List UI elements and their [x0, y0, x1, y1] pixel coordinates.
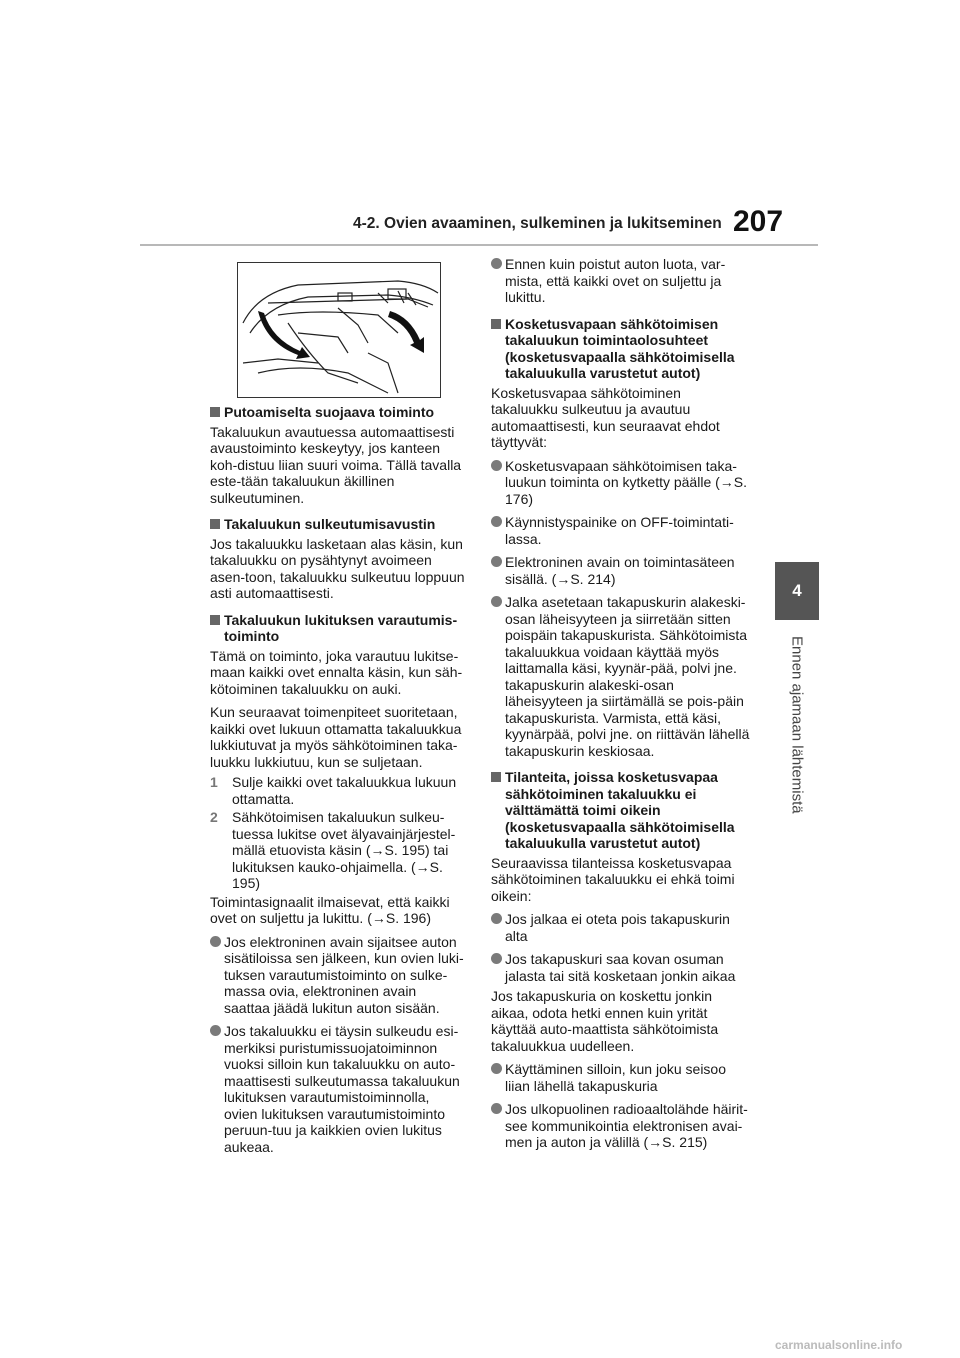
page-number: 207 — [733, 205, 784, 238]
square-bullet-icon — [491, 319, 501, 329]
paragraph: Tämä on toiminto, joka varautuu lukitse-maan kaikki ovet ennalta käsin, kun säh-kötoiminen takaluukku on auki. — [210, 647, 463, 697]
tailgate-icon — [238, 263, 441, 398]
bullet-item: Jos ulkopuolinen radioaaltolähde häirit-see kommunikointia elektronisen avai-men ja auton ja välillä (→S. 215) — [491, 1101, 751, 1151]
chapter-title: Ennen ajamaan lähtemistä — [788, 636, 806, 814]
paragraph: Kosketusvapaa sähkötoiminen takaluukku sulkeutuu ja avautuu automaattisesti, kun seuraavat ehdot täyttyvät: — [491, 384, 720, 450]
circle-bullet-icon — [210, 1025, 221, 1036]
square-bullet-icon — [210, 407, 220, 417]
right-column — [491, 256, 751, 1155]
left-column — [210, 404, 465, 1159]
circle-bullet-icon — [491, 1103, 502, 1114]
paragraph: Jos takaluukku lasketaan alas käsin, kun takaluukku on pysähtynyt avoimeen asen-toon, takaluukku sulkeutuu loppuun asti automaattisesti. — [210, 535, 465, 601]
bullet-item: Jos jalkaa ei oteta pois takapuskurin alta — [491, 911, 751, 944]
circle-bullet-icon — [491, 556, 502, 567]
bullet-item: Kosketusvapaan sähkötoimisen taka-luukun toiminta on kytketty päälle (→S. 176) — [491, 458, 751, 508]
paragraph: Seuraavissa tilanteissa kosketusvapaa sähkötoiminen takaluukku ei ehkä toimi oikein: — [491, 854, 735, 904]
circle-bullet-icon — [491, 1063, 502, 1074]
circle-bullet-icon — [491, 516, 502, 527]
bullet-item: Jos takapuskuri saa kovan osuman jalasta tai sitä kosketaan jonkin aikaa — [491, 951, 751, 984]
tailgate-closing-illustration — [237, 262, 441, 398]
circle-bullet-icon — [210, 936, 221, 947]
bullet-item: Käyttäminen silloin, kun joku seisoo liian lähellä takapuskuria — [491, 1061, 751, 1094]
step-number: 1 — [210, 774, 218, 790]
square-bullet-icon — [210, 615, 220, 625]
bullet-item: Jos takaluukku ei täysin sulkeudu esi-merkiksi puristumissuojatoiminnon vuoksi silloin kun takaluukku on auto-maattisesti sulkeutumassa takaluukun lukituksen varautumistoiminnolla, ovien lukituksen varautumistoiminto peruun-tuu ja kaikkien ovien lukitus aukeaa. — [210, 1023, 465, 1155]
circle-bullet-icon — [491, 953, 502, 964]
chapter-title-vertical — [775, 632, 819, 818]
square-bullet-icon — [491, 772, 501, 782]
chapter-number: 4 — [792, 581, 802, 600]
square-bullet-icon — [210, 519, 220, 529]
section-title: 4-2. Ovien avaaminen, sulkeminen ja lukitseminen — [353, 215, 722, 232]
heading-handsfree-issues: Tilanteita, joissa kosketusvapaa sähkötoiminen takaluukku ei välttämättä toimi oikein (kosketusvapaalla sähkötoimisella takaluukulla varustetut autot) — [491, 769, 751, 852]
step-number: 2 — [210, 809, 218, 825]
bullet-item: Käynnistyspainike on OFF-toimintati-lassa. — [491, 514, 751, 547]
heading-closing-assist: Takaluukun sulkeutumisavustin — [210, 516, 465, 533]
circle-bullet-icon — [491, 596, 502, 607]
paragraph: Kun seuraavat toimenpiteet suoritetaan, kaikki ovet lukuun ottamatta takaluukkua lukkiutuvat ja myös sähkötoiminen taka-luukku lukkiutuu, kun se suljetaan. — [210, 704, 462, 770]
step-item: 1 Sulje kaikki ovet takaluukkua lukuun ottamatta. — [210, 774, 457, 807]
watermark: carmanualsonline.info — [775, 1338, 903, 1352]
heading-handsfree-conditions: Kosketusvapaan sähkötoimisen takaluukun toimintaolosuhteet (kosketusvapaalla sähkötoimisella takaluukulla varustetut autot) — [491, 316, 751, 382]
chapter-tab[interactable] — [775, 562, 819, 620]
bullet-item: Jalka asetetaan takapuskurin alakeski-osan läheisyyteen ja siirretään sitten poispäin takapuskurista. Sähkötoimista takaluukkua voidaan käyttää myös laittamalla käsi, kyynär-pää, polvi jne. takapuskurin alakeski-osan läheisyyteen ja siirtämällä se pois-päin takapuskurista. Varmista, että käsi, kyynärpää, polvi jne. on riittävän lähellä takapuskurin keskiosaa. — [491, 594, 751, 759]
heading-fall-protection: Putoamiselta suojaava toiminto — [210, 404, 465, 421]
paragraph: Jos takapuskuria on koskettu jonkin aikaa, odota hetki ennen kuin yrität käyttää auto-maattista sähkötoimista takaluukkua uudelleen. — [491, 988, 719, 1054]
paragraph: Toimintasignaalit ilmaisevat, että kaikki ovet on suljettu ja lukittu. (→S. 196) — [210, 893, 450, 926]
bullet-item: Elektroninen avain on toimintasäteen sisällä. (→S. 214) — [491, 554, 751, 587]
paragraph: Takaluukun avautuessa automaattisesti avaustoiminto keskeytyy, jos kanteen koh-distuu liian suuri voima. Tällä tavalla este-tään takaluukun äkillinen sulkeutuminen. — [210, 423, 462, 506]
bullet-item: Ennen kuin poistut auton luota, var-mista, että kaikki ovet on suljettu ja lukittu. — [491, 256, 751, 306]
step-item: 2 Sähkötoimisen takaluukun sulkeu-tuessa lukitse ovet älyavainjärjestel-mällä etuovista käsin (→S. 195) tai lukituksen kauko-ohjaimella. (→S. 195) — [210, 809, 456, 891]
bullet-item: Jos elektroninen avain sijaitsee auton sisätiloissa sen jälkeen, kun ovien luki-tuksen varautumistoiminto on sulke-massa ovia, elektroninen avain saattaa jäädä lukitun auton sisään. — [210, 934, 465, 1017]
circle-bullet-icon — [491, 258, 502, 269]
heading-lock-standby: Takaluukun lukituksen varautumis-toiminto — [210, 612, 465, 645]
header-divider — [140, 244, 818, 246]
circle-bullet-icon — [491, 913, 502, 924]
circle-bullet-icon — [491, 460, 502, 471]
